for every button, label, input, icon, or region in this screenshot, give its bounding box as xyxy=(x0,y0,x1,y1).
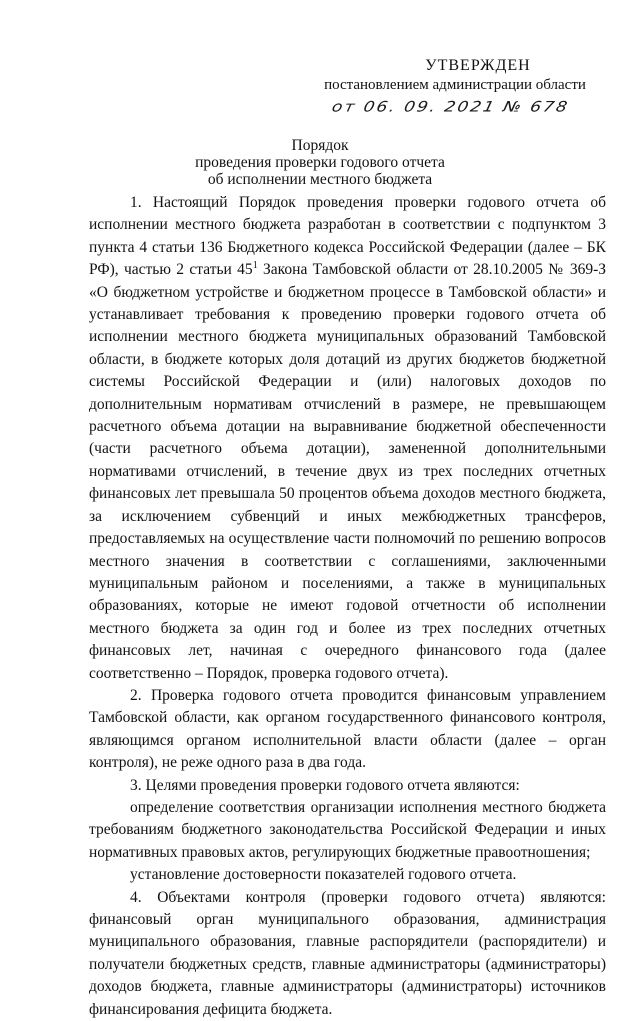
document-heading xyxy=(0,137,640,188)
paragraph-3-item-a: определение соответствия организации исполнения местного бюджета требованиям бюджетного законодательства Российской Федерации и иных нормативных правовых актов, регулирующих бюджетные правоотношения; xyxy=(89,798,606,861)
article-superscript: 1 xyxy=(252,260,258,272)
paragraph-3: 3. Целями проведения проверки годового отчета являются: xyxy=(130,776,520,794)
paragraph-4: 4. Объектами контроля (проверки годового отчета) являются: финансовый орган муниципального образования, администрация муниципального образования, главные распорядители (распорядители) и получатели бюджетных средств, главные администраторы (администраторы) доходов бюджета, главные администраторы (администраторы) источников финансирования дефицита бюджета. xyxy=(89,888,606,1018)
paragraph-2: 2. Проверка годового отчета проводится финансовым управлением Тамбовской области, как органом государственного финансового контроля, являющимся органом исполнительной власти области (далее – орган контроля), не реже одного раза в два года. xyxy=(89,686,606,772)
paragraph-1-part-a: 1. Настоящий Порядок проведения проверки годового отчета об исполнении местного бюджета разработан в соответствии с подпунктом 3 пункта 4 статьи 136 Бюджетного кодекса Российской Федерации (далее – БК РФ), частью 2 статьи 45 xyxy=(89,194,606,279)
paragraph-1 xyxy=(89,192,606,685)
paragraph-1-part-b: Закона Тамбовской области от 28.10.2005 № 369-З «О бюджетном устройстве и бюджетном процессе в Тамбовской области» и устанавливает требования к проведению проверки годового отчета об исполнении местного бюджета муниципальных образований Тамбовской области, в бюджете которых доля дотаций из других бюджетов бюджетной системы Российской Федерации и (или) налоговых доходов по дополнительным нормативам отчислений в размере, не превышающем расчетного объема дотации на выравнивание бюджетной обеспеченности (части расчетного объема дотации), замененной дополнительными нормативами отчислений, в течение двух из трех последних отчетных финансовых лет превышала 50 процентов объема доходов местного бюджета, за исключением субвенций и иных межбюджетных трансферов, предоставляемых на осуществление части полномочий по решению вопросов местного значения в соответствии с соглашениями, заключенными муниципальным районом и поселениями, а также в муниципальных образованиях, которые не имеют годовой отчетности об исполнении местного бюджета за один год и более из трех последних отчетных финансовых лет, начиная с очередного финансового года (далее соответственно – Порядок, проверка годового отчета). xyxy=(89,261,606,682)
heading-line-2: проведения проверки годового отчета xyxy=(195,154,445,171)
paragraph-3-item-b: установление достоверности показателей годового отчета. xyxy=(130,866,517,884)
document-body xyxy=(89,192,606,1021)
approval-date-handwritten: от 06. 09. 2021 № 678 xyxy=(330,98,571,116)
heading-line-1: Порядок xyxy=(291,137,349,154)
approval-stamp-block xyxy=(320,56,600,118)
approval-subtitle: постановлением администрации области xyxy=(324,77,586,93)
approval-title: УТВЕРЖДЕН xyxy=(425,57,531,74)
heading-line-3: об исполнении местного бюджета xyxy=(207,171,433,188)
